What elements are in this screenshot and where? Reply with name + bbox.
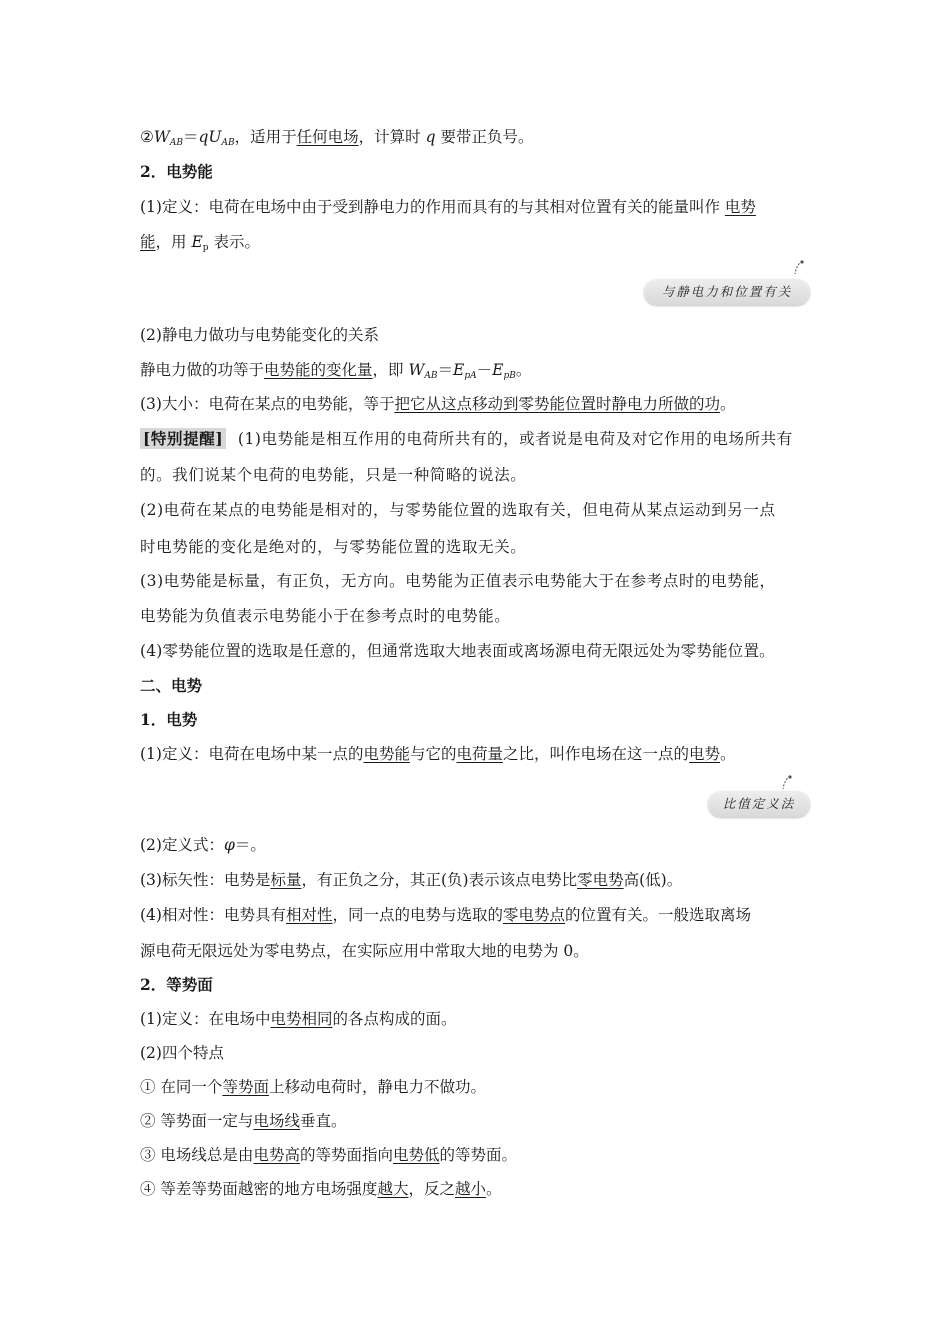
- answer-pe: 电势能: [363, 745, 410, 763]
- line-work-equals-change: 静电力做的功等于电势能的变化量，即 $W_{AB}=E_{pA}-E_{pB}$。: [140, 361, 532, 381]
- feature-4: ④ 等差等势面越密的地方电场强度越大，反之越小。: [140, 1180, 502, 1198]
- heading-potential: 1．电势: [140, 710, 198, 729]
- line-special-note-1: [特别提醒] (1)电势能是相互作用的电荷所共有的，或者说是电荷及对它作用的电场所共有: [140, 429, 793, 449]
- note-bubble-ratio: 比值定义法: [708, 791, 810, 817]
- answer-potential-energy-1: 电势: [724, 198, 756, 216]
- answer-larger: 越大: [377, 1180, 409, 1198]
- line-pe-magnitude: (3)大小：电荷在某点的电势能，等于把它从这点移动到零势能位置时静电力所做的功。: [140, 395, 736, 413]
- pin-icon: [780, 775, 794, 791]
- feature-1: ① 在同一个等势面上移动电荷时，静电力不做功。: [140, 1078, 486, 1096]
- answer-low-potential: 电势低: [392, 1146, 440, 1164]
- answer-zero-point: 零电势点: [503, 906, 566, 924]
- line-pe-definition: (1)定义：电荷在电场中由于受到静电力的作用而具有的与其相对位置有关的能量叫作 电势: [140, 198, 756, 216]
- answer-pe-magnitude: 把它从这点移动到零势能位置时静电力所做的功: [394, 395, 720, 413]
- answer-potential: 电势: [689, 745, 721, 763]
- line-potential-relativity: (4)相对性：电势具有相对性，同一点的电势与选取的零电势点的位置有关。一般选取离场: [140, 906, 752, 924]
- answer-relativity: 相对性: [285, 906, 333, 924]
- line-potential-definition: (1)定义：电荷在电场中某一点的电势能与它的电荷量之比，叫作电场在这一点的电势。: [140, 745, 736, 763]
- line-special-note-4: 时电势能的变化是绝对的，与零势能位置的选取无关。: [140, 538, 527, 556]
- line-four-features: (2)四个特点: [140, 1044, 224, 1062]
- note-bubble-position: 与静电力和位置有关: [644, 279, 810, 305]
- answer-smaller: 越小: [454, 1180, 486, 1198]
- line-potential-formula: (2)定义式：φ＝。: [140, 836, 266, 854]
- line-pe-symbol: 能，用 $E_p$ 表示。: [140, 233, 260, 253]
- answer-high-potential: 电势高: [253, 1146, 300, 1164]
- heading-equipotential: 2．等势面: [140, 975, 213, 994]
- special-note-tag: [特别提醒]: [140, 428, 226, 449]
- feature-3: ③ 电场线总是由电势高的等势面指向电势低的等势面。: [140, 1146, 517, 1164]
- line-work-pe-relation: (2)静电力做功与电势能变化的关系: [140, 326, 379, 344]
- answer-scalar: 标量: [270, 871, 302, 889]
- feature-2: ② 等势面一定与电场线垂直。: [140, 1112, 347, 1130]
- line-potential-scalar: (3)标矢性：电势是标量，有正负之分，其正(负)表示该点电势比零电势高(低)。: [140, 871, 683, 889]
- answer-charge: 电荷量: [456, 745, 504, 763]
- heading-electric-potential: 二、电势: [140, 676, 203, 695]
- answer-potential-energy-2: 能: [140, 233, 156, 251]
- line-potential-zero-ref: 源电荷无限远处为零电势点，在实际应用中常取大地的电势为 0。: [140, 942, 589, 960]
- answer-equipotential-surface: 等势面: [222, 1078, 269, 1096]
- line-equipotential-definition: (1)定义：在电场中电势相同的各点构成的面。: [140, 1010, 457, 1028]
- line-special-note-5: (3)电势能是标量，有正负，无方向。电势能为正值表示电势能大于在参考点时的电势能，: [140, 572, 776, 590]
- answer-any-field: 任何电场: [296, 128, 359, 146]
- line-special-note-6: 电势能为负值表示电势能小于在参考点时的电势能。: [140, 607, 511, 625]
- line-work-formula: $②W_{AB}=qU_{AB}$，适用于任何电场，计算时 q 要带正负号。: [140, 128, 534, 148]
- pin-icon: [792, 260, 806, 276]
- answer-same-potential: 电势相同: [270, 1010, 333, 1028]
- answer-zero-potential: 零电势: [577, 871, 624, 889]
- line-special-note-3: (2)电荷在某点的电势能是相对的，与零势能位置的选取有关，但电荷从某点运动到另一点: [140, 501, 776, 519]
- line-special-note-7: (4)零势能位置的选取是任意的，但通常选取大地表面或离场源电荷无限远处为零势能位置。: [140, 642, 775, 660]
- line-special-note-2: 的。我们说某个电荷的电势能，只是一种简略的说法。: [140, 466, 527, 484]
- heading-potential-energy: 2．电势能: [140, 162, 213, 181]
- answer-field-line: 电场线: [253, 1112, 300, 1130]
- answer-pe-change: 电势能的变化量: [264, 361, 373, 379]
